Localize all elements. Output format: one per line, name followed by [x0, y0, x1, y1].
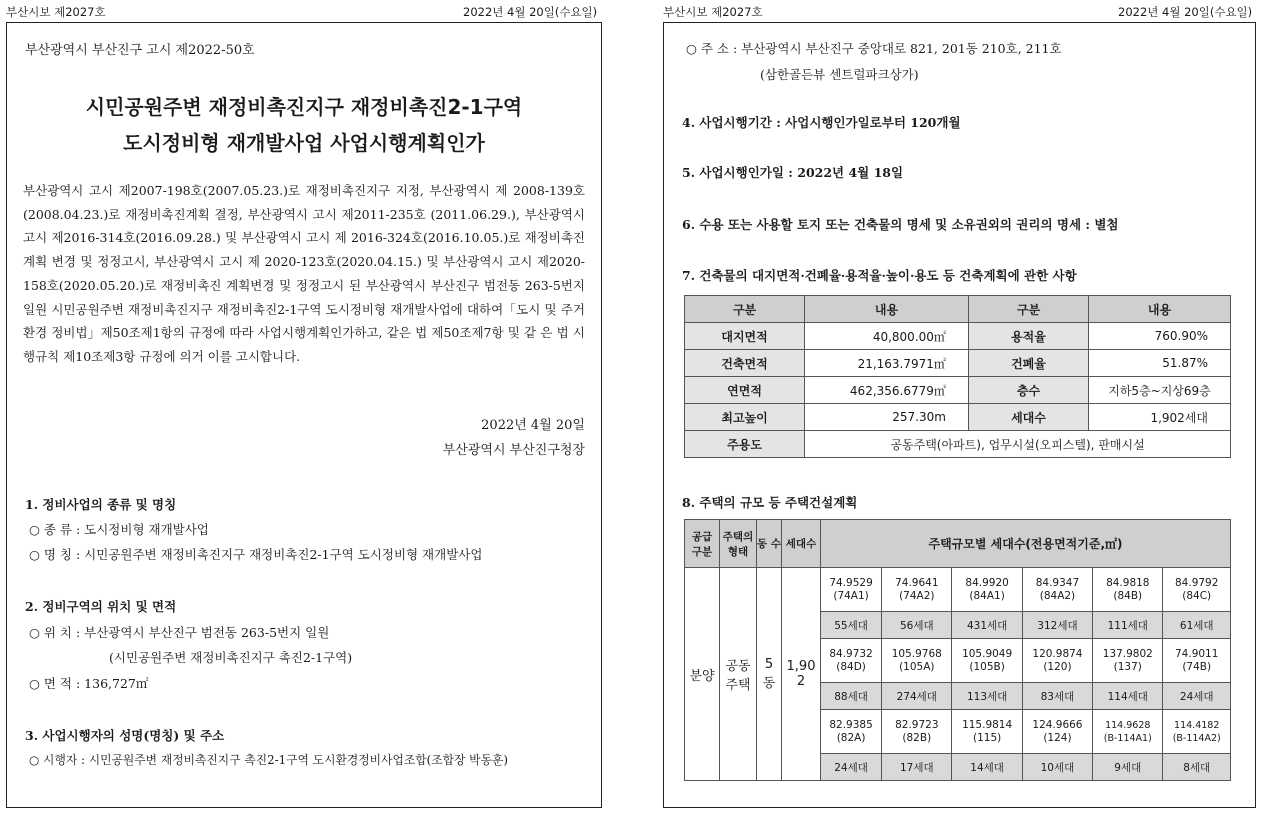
col-header: 공급 구분: [685, 520, 720, 568]
section-3-operator: ○ 시행자 : 시민공원주변 재정비촉진지구 촉진2-1구역 도시환경정비사업조합(조합장 박동훈): [29, 753, 508, 767]
left-date-header: 2022년 4월 20일(수요일): [463, 5, 598, 19]
row-label: 연면적: [685, 377, 805, 404]
unit-count-cell: 88세대: [821, 683, 882, 710]
table-row: [685, 323, 1231, 350]
unit-type: 84.9920 (84A1): [952, 568, 1022, 612]
housing-form: 공동 주택: [720, 568, 757, 781]
row-value: 40,800.00㎡: [805, 323, 969, 350]
unit-type: 84.9732 (84D): [821, 639, 882, 683]
section-8-title: 8. 주택의 규모 등 주택건설계획: [682, 495, 858, 510]
table-header-row: [685, 296, 1231, 323]
notice-body: 부산광역시 고시 제2007-198호(2007.05.23.)로 재정비촉진지구 지정, 부산광역시 제 2008-139호(2008.04.23.)로 재정비촉진계획 결정, 부산광역시 고시 제2011-235호 (2011.06.29.), 부산광역시 고시 제2016-314호(2016.09.28.) 및 부산광역시 고시 제 2016-324호(2016.10.05.)로 재정비촉진계획 변경 및 정정고시, 부산광역시 고시 제 2020-123호(2020.04.15.) 및 부산광역시 고시 제2020-158호(2020.05.20.)로 재정비촉진 계획변경 및 정정고시 된 부산광역시 부산진구 범전동 263-5번지 일원 시민공원주변 재정비촉진지구 재정비촉진2-1구역 도시정비형 재개발사업에 대하여「도시 및 주거환경 정비법」제50조제1항의 규정에 따라 사업시행계획인가하고, 같은 법 제50조제7항 및 같 은 법 시행규칙 제10조제3항 규정에 의거 이를 고시합니다.: [23, 183, 585, 364]
unit-type: 84.9347 (84A2): [1022, 568, 1092, 612]
right-page: [663, 22, 1256, 808]
row-value: 1,902세대: [1089, 404, 1231, 431]
unit-count-cell: 312세대: [1022, 612, 1092, 639]
unit-type: 84.9792 (84C): [1163, 568, 1231, 612]
title-line-1: 시민공원주변 재정비촉진지구 재정비촉진2-1구역: [85, 95, 523, 119]
unit-count-cell: 9세대: [1093, 754, 1163, 781]
operator-address-detail: (삼한골든뷰 센트럴파크상가): [760, 67, 919, 82]
unit-count-cell: 61세대: [1163, 612, 1231, 639]
building-count: 5 동: [757, 568, 782, 781]
row-label: 최고높이: [685, 404, 805, 431]
unit-count-cell: 111세대: [1093, 612, 1163, 639]
row-label: 대지면적: [685, 323, 805, 350]
unit-type: 114.9628 (B-114A1): [1093, 710, 1163, 754]
row-value: 21,163.7971㎡: [805, 350, 969, 377]
col-header: 동 수: [757, 520, 782, 568]
unit-type: 82.9385 (82A): [821, 710, 882, 754]
unit-type: 105.9049 (105B): [952, 639, 1022, 683]
section-4: 4. 사업시행기간 : 사업시행인가일로부터 120개월: [682, 115, 961, 130]
col-header: 내용: [805, 296, 969, 323]
unit-type: 137.9802 (137): [1093, 639, 1163, 683]
row-label: 용적율: [968, 323, 1088, 350]
row-value: 51.87%: [1089, 350, 1231, 377]
supply-type: 분양: [685, 568, 720, 781]
section-2-location: ○ 위 치 : 부산광역시 부산진구 범전동 263-5번지 일원: [29, 625, 330, 640]
row-value: 760.90%: [1089, 323, 1231, 350]
unit-type: 114.4182 (B-114A2): [1163, 710, 1231, 754]
unit-type: 84.9818 (84B): [1093, 568, 1163, 612]
building-plan-table: [684, 295, 1231, 458]
unit-count-cell: 431세대: [952, 612, 1022, 639]
unit-type: 105.9768 (105A): [882, 639, 952, 683]
row-value: 공동주택(아파트), 업무시설(오피스텔), 판매시설: [805, 431, 1231, 458]
notice-number: 부산광역시 부산진구 고시 제2022-50호: [25, 43, 255, 58]
unit-type: 82.9723 (82B): [882, 710, 952, 754]
unit-count-cell: 24세대: [821, 754, 882, 781]
unit-type: 115.9814 (115): [952, 710, 1022, 754]
section-1-kind: ○ 종 류 : 도시정비형 재개발사업: [29, 522, 209, 537]
unit-count-cell: 83세대: [1022, 683, 1092, 710]
unit-count-cell: 114세대: [1093, 683, 1163, 710]
unit-count-cell: 14세대: [952, 754, 1022, 781]
operator-address: ○ 주 소 : 부산광역시 부산진구 중앙대로 821, 201동 210호, 211호: [686, 41, 1062, 56]
unit-count-cell: 56세대: [882, 612, 952, 639]
col-header: 구분: [685, 296, 805, 323]
section-2-location-detail: (시민공원주변 재정비촉진지구 촉진2-1구역): [109, 650, 353, 665]
section-2-title: 2. 정비구역의 위치 및 면적: [25, 599, 177, 614]
row-value: 지하5층~지상69층: [1089, 377, 1231, 404]
unit-type: 74.9641 (74A2): [882, 568, 952, 612]
col-header: 구분: [968, 296, 1088, 323]
section-1-title: 1. 정비사업의 종류 및 명칭: [25, 497, 177, 512]
row-value: 257.30m: [805, 404, 969, 431]
unit-count-cell: 274세대: [882, 683, 952, 710]
unit-count-cell: 113세대: [952, 683, 1022, 710]
table-row: [685, 431, 1231, 458]
section-3-title: 3. 사업시행자의 성명(명칭) 및 주소: [25, 728, 225, 743]
col-header: 세대수: [782, 520, 821, 568]
section-7-title: 7. 건축물의 대지면적·건폐율·용적율·높이·용도 등 건축계획에 관한 사항: [682, 268, 1077, 283]
section-1-name: ○ 명 칭 : 시민공원주변 재정비촉진지구 재정비촉진2-1구역 도시정비형 재개발사업: [29, 547, 483, 562]
title-line-2: 도시정비형 재개발사업 사업시행계획인가: [123, 131, 485, 155]
section-6: 6. 수용 또는 사용할 토지 또는 건축물의 명세 및 소유권외의 권리의 명세 : 별첨: [682, 217, 1119, 232]
housing-plan-table: [684, 519, 1231, 781]
table-row: [685, 404, 1231, 431]
row-value: 462,356.6779㎡: [805, 377, 969, 404]
col-header: 주택규모별 세대수(전용면적기준,㎡): [821, 520, 1231, 568]
table-row: [685, 350, 1231, 377]
right-date-header: 2022년 4월 20일(수요일): [1118, 5, 1253, 19]
unit-type: 74.9011 (74B): [1163, 639, 1231, 683]
row-label: 층수: [968, 377, 1088, 404]
notice-date: 2022년 4월 20일: [481, 418, 585, 433]
notice-issuer: 부산광역시 부산진구청장: [442, 443, 585, 458]
right-issue-header: 부산시보 제2027호: [663, 5, 763, 19]
unit-count-cell: 8세대: [1163, 754, 1231, 781]
left-issue-header: 부산시보 제2027호: [6, 5, 106, 19]
unit-type: 124.9666 (124): [1022, 710, 1092, 754]
col-header: 내용: [1089, 296, 1231, 323]
row-label: 건축면적: [685, 350, 805, 377]
section-2-area: ○ 면 적 : 136,727㎡: [29, 676, 149, 691]
unit-count-cell: 55세대: [821, 612, 882, 639]
section-5: 5. 사업시행인가일 : 2022년 4월 18일: [682, 165, 904, 180]
unit-type: 120.9874 (120): [1022, 639, 1092, 683]
left-page: [6, 22, 602, 808]
col-header: 주택의 형태: [720, 520, 757, 568]
row-label: 건폐율: [968, 350, 1088, 377]
table-header-row: [685, 520, 1231, 568]
unit-type: 74.9529 (74A1): [821, 568, 882, 612]
row-label: 주용도: [685, 431, 805, 458]
row-label: 세대수: [968, 404, 1088, 431]
unit-count-cell: 17세대: [882, 754, 952, 781]
unit-count: 1,90 2: [782, 568, 821, 781]
table-row: [685, 377, 1231, 404]
unit-count-cell: 24세대: [1163, 683, 1231, 710]
unit-count-cell: 10세대: [1022, 754, 1092, 781]
table-row: [685, 568, 1231, 612]
